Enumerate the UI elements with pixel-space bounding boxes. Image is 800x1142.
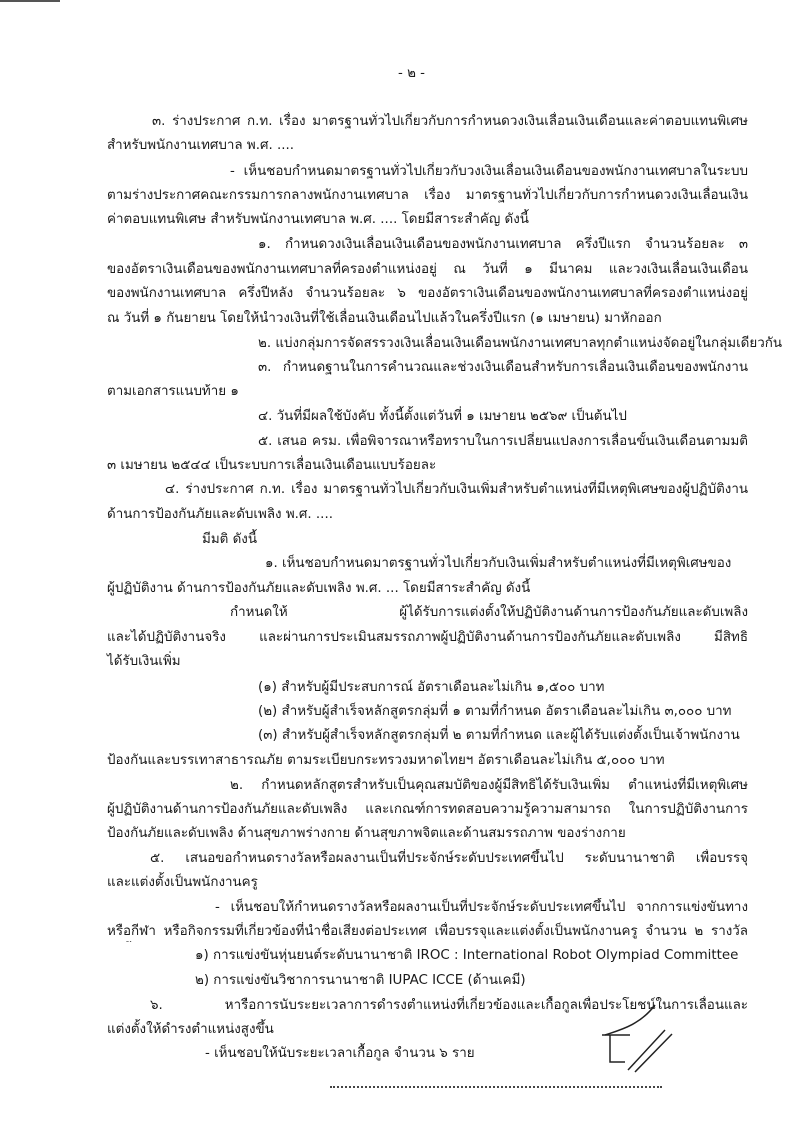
text-line: ค่าตอบแทนพิเศษ สำหรับพนักงานเทศบาล พ.ศ. .... โดยมีสาระสำคัญ ดังนี้	[107, 212, 529, 227]
text-line: ๓. กำหนดฐานในการคำนวณและช่วงเงินเดือนสำหรับการเลื่อนเงินเดือนของพนักงาน	[258, 360, 748, 375]
text-line: ๑) การแข่งขันหุ่นยนต์ระดับนานาชาติ IROC : International Robot Olympiad Committee	[195, 948, 739, 963]
text-line: ผู้ปฏิบัติงานด้านการป้องกันภัยและดับเพลิง และเกณฑ์การทดสอบความรู้ความสามารถ ในการปฏิบัติงานการ	[107, 802, 748, 817]
text-line: ตามร่างประกาศคณะกรรมการกลางพนักงานเทศบาล เรื่อง มาตรฐานทั่วไปเกี่ยวกับการกำหนดวงเงินเลื่อนเงิน	[107, 188, 748, 203]
item-6-heading: ๖. หารือการนับระยะเวลาการดำรงตำแหน่งที่เกี่ยวข้องและเกื้อกูลเพื่อประโยชน์ในการเลื่อนและ	[150, 998, 748, 1013]
text-line: และแต่งตั้งเป็นพนักงานครู	[107, 875, 258, 890]
item-4-heading: ๔. ร่างประกาศ ก.ท. เรื่อง มาตรฐานทั่วไปเกี่ยวกับเงินเพิ่มสำหรับตำแหน่งที่มีเหตุพิเศษของผู้ปฏิบัติงาน	[165, 482, 748, 497]
item-5-heading: ๕. เสนอขอกำหนดรางวัลหรือผลงานเป็นที่ประจักษ์ระดับประเทศขึ้นไป ระดับนานาชาติ เพื่อบรรจุ	[150, 851, 748, 866]
resolution-label: มีมติ ดังนี้	[202, 532, 257, 547]
text-line: ๔. วันที่มีผลใช้บังคับ ทั้งนี้ตั้งแต่วันที่ ๑ เมษายน ๒๕๖๙ เป็นต้นไป	[258, 409, 627, 424]
text-line: ๑. กำหนดวงเงินเลื่อนเงินเดือนของพนักงานเทศบาล ครึ่งปีแรก จำนวนร้อยละ ๓	[258, 237, 748, 252]
end-dotted-line	[330, 1086, 662, 1088]
text-line: ตามเอกสารแนบท้าย ๑	[107, 384, 239, 399]
text-line: ๒. กำหนดหลักสูตรสำหรับเป็นคุณสมบัติของผู้มีสิทธิได้รับเงินเพิ่ม ตำแหน่งที่มีเหตุพิเศษ	[230, 778, 748, 793]
text-line: - เห็นชอบให้นับระยะเวลาเกื้อกูล จำนวน ๖ ราย	[205, 1046, 475, 1061]
handwritten-initials-signature	[570, 1000, 680, 1075]
text-line: ได้รับเงินเพิ่ม	[107, 654, 181, 669]
text-line: ๑. เห็นชอบกำหนดมาตรฐานทั่วไปเกี่ยวกับเงินเพิ่มสำหรับตำแหน่งที่มีเหตุพิเศษของ	[265, 556, 732, 571]
text-line: ของอัตราเงินเดือนของพนักงานเทศบาลที่ครองตำแหน่งอยู่ ณ วันที่ ๑ มีนาคม และวงเงินเลื่อนเงินเดือน	[107, 262, 748, 277]
text-line: กำหนดให้ ผู้ได้รับการแต่งตั้งให้ปฏิบัติงานด้านการป้องกันภัยและดับเพลิง	[230, 605, 748, 620]
text-line: แต่งตั้งให้ดำรงตำแหน่งสูงขึ้น	[107, 1022, 274, 1037]
page-number: - ๒ -	[398, 66, 426, 81]
scan-edge-mark	[0, 0, 60, 2]
text-line: ๒) การแข่งขันวิชาการนานาชาติ IUPAC ICCE (ด้านเคมี)	[195, 973, 526, 988]
text-line: ป้องกันและบรรเทาสาธารณภัย ตามระเบียบกระทรวงมหาดไทยฯ อัตราเดือนละไม่เกิน ๕,๐๐๐ บาท	[107, 753, 665, 768]
text-line: ผู้ปฏิบัติงาน ด้านการป้องกันภัยและดับเพลิง พ.ศ. ... โดยมีสาระสำคัญ ดังนี้	[107, 581, 531, 596]
text-line: (๓) สำหรับผู้สำเร็จหลักสูตรกลุ่มที่ ๒ ตามที่กำหนด และผู้ได้รับแต่งตั้งเป็นเจ้าพนักงาน	[258, 728, 740, 743]
text-line: (๒) สำหรับผู้สำเร็จหลักสูตรกลุ่มที่ ๑ ตามที่กำหนด อัตราเดือนละไม่เกิน ๓,๐๐๐ บาท	[258, 704, 732, 719]
text-line: - เห็นชอบกำหนดมาตรฐานทั่วไปเกี่ยวกับวงเงินเลื่อนเงินเดือนของพนักงานเทศบาลในระบบ	[230, 164, 748, 179]
text-line: ด้านการป้องกันภัยและดับเพลิง พ.ศ. ....	[107, 507, 333, 522]
text-line: ๕. เสนอ ครม. เพื่อพิจารณาหรือทราบในการเปลี่ยนแปลงการเลื่อนขั้นเงินเดือนตามมติ	[258, 434, 748, 449]
text-line: และได้ปฏิบัติงานจริง และผ่านการประเมินสมรรถภาพผู้ปฏิบัติงานด้านการป้องกันภัยและดับเพลิง มีสิทธิ	[107, 630, 748, 645]
text-line: ๓ เมษายน ๒๕๔๔ เป็นระบบการเลื่อนเงินเดือนแบบร้อยละ	[107, 458, 437, 473]
text-line: ณ วันที่ ๑ กันยายน โดยให้นำวงเงินที่ใช้เลื่อนเงินเดือนไปแล้วในครึ่งปีแรก (๑ เมษายน) มาหักออก	[107, 311, 662, 326]
text-line: - เห็นชอบให้กำหนดรางวัลหรือผลงานเป็นที่ประจักษ์ระดับประเทศขึ้นไป จากการแข่งขันทาง	[215, 900, 748, 915]
text-line: (๑) สำหรับผู้มีประสบการณ์ อัตราเดือนละไม่เกิน ๑,๕๐๐ บาท	[258, 680, 605, 695]
text-line: สำหรับพนักงานเทศบาล พ.ศ. ....	[107, 138, 295, 153]
text-line: ๒. แบ่งกลุ่มการจัดสรรวงเงินเลื่อนเงินเดือนพนักงานเทศบาลทุกตำแหน่งจัดอยู่ในกลุ่มเดียวกัน	[258, 336, 782, 351]
text-line: ป้องกันภัยและดับเพลิง ด้านสุขภาพร่างกาย ด้านสุขภาพจิตและด้านสมรรถภาพ ของร่างกาย	[107, 826, 626, 841]
text-line: หรือกีฬา หรือกิจกรรมที่เกี่ยวข้องที่นำชื่อเสียงต่อประเทศ เพื่อบรรจุและแต่งตั้งเป็นพนักงานครู จำนวน ๒ รางวัล	[107, 924, 748, 939]
item-3-heading: ๓. ร่างประกาศ ก.ท. เรื่อง มาตรฐานทั่วไปเกี่ยวกับการกำหนดวงเงินเลื่อนเงินเดือนและค่าตอบแทนพิเศษ	[152, 114, 748, 129]
text-line: ของพนักงานเทศบาล ครึ่งปีหลัง จำนวนร้อยละ ๖ ของอัตราเงินเดือนของพนักงานเทศบาลที่ครองตำแหน่งอยู่	[107, 286, 748, 301]
